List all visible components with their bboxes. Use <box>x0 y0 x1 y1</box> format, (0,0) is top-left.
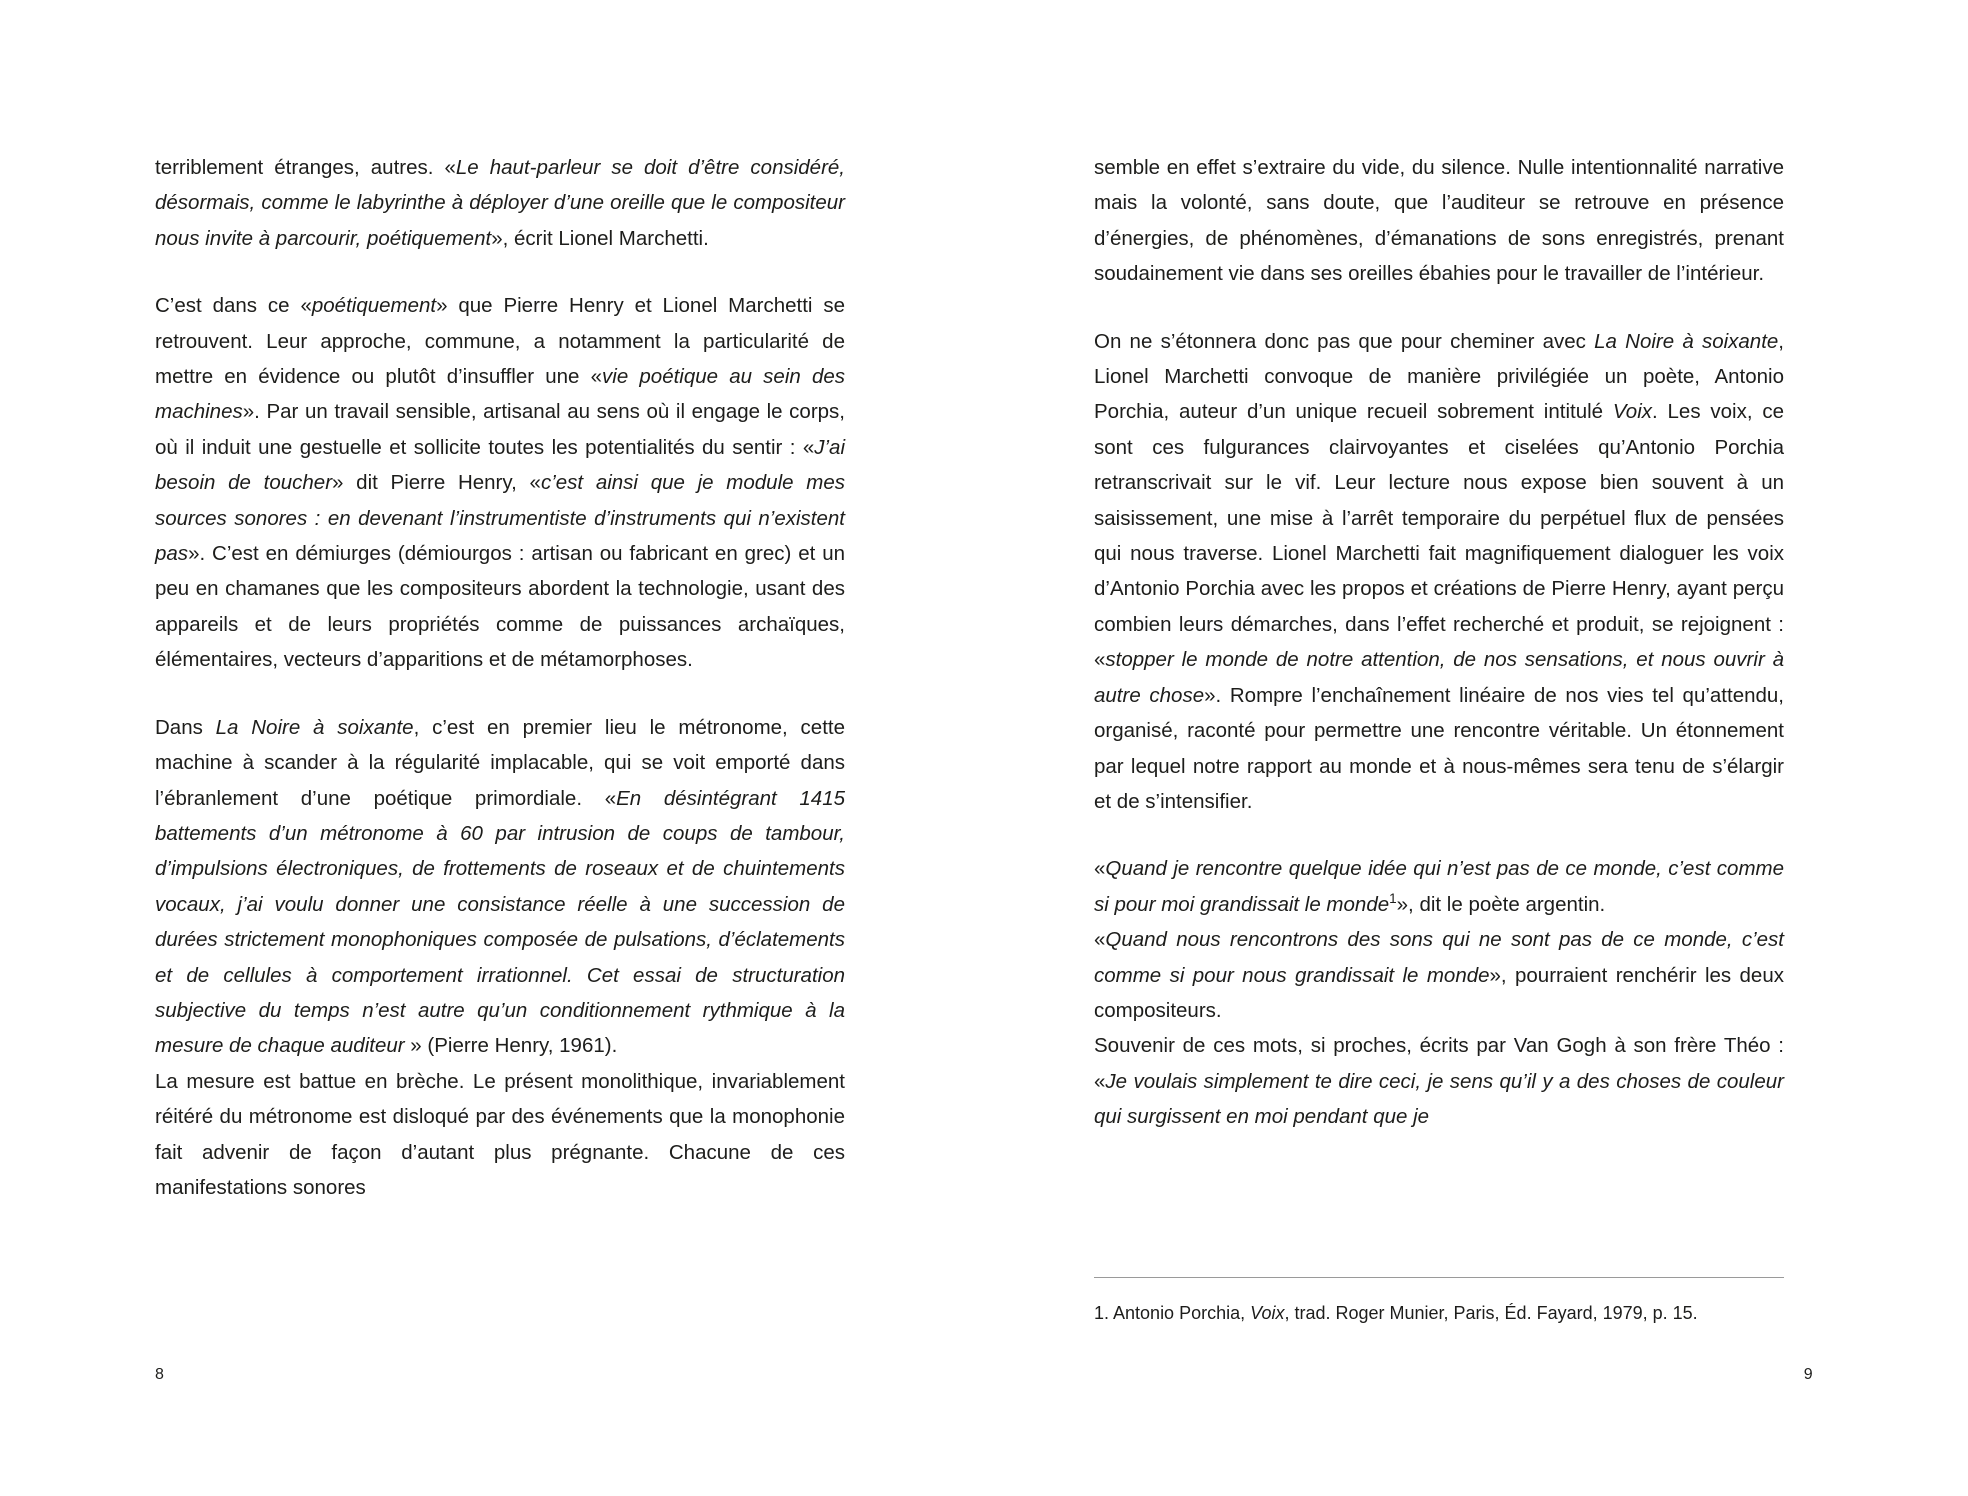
footnote-reference: 1 <box>1389 890 1397 906</box>
page-number-left: 8 <box>155 1366 165 1383</box>
text-run: », dit le poète argentin. <box>1396 892 1606 916</box>
footnote-text-before: Antonio Porchia, <box>1109 1303 1251 1323</box>
text-run: » dit Pierre Henry, « <box>332 471 541 495</box>
text-run: « <box>1094 928 1106 952</box>
text-run: ». C’est en démiurges (démiourgos : artisan ou fabricant en grec) et un peu en chamanes que les compositeurs abordent la technologie, usant des appareils et de leurs propriétés comme de puissances archaïques, élémentaires, vecteurs d’apparitions et de métamorphoses. <box>155 542 845 672</box>
text-run-italic: J’ai besoin de toucher <box>155 435 845 495</box>
text-run-italic: La Noire à soixante <box>1594 329 1779 353</box>
paragraph <box>1094 851 1784 922</box>
text-run: semble en effet s’extraire du vide, du silence. Nulle intentionnalité narrative mais la volonté, sans doute, que l’auditeur se retrouve en présence d’énergies, de phénomènes, d’émanations de sons enregistrés, prenant soudainement vie dans ses oreilles ébahies pour le travailler de l’intérieur. <box>1094 156 1784 286</box>
text-run: , c’est en premier lieu le métronome, cette machine à scander à la régularité implacable, qui se voit emporté dans l’ébranlement d’une poétique primordiale. « <box>155 715 845 810</box>
text-run-italic: Quand je rencontre quelque idée qui n’est pas de ce monde, c’est comme si pour moi grandissait le monde <box>1094 857 1784 916</box>
text-run-italic: Je voulais simplement te dire ceci, je sens qu’il y a des choses de couleur qui surgissent en moi pendant que je <box>1094 1069 1784 1129</box>
text-run: Souvenir de ces mots, si proches, écrits par Van Gogh à son frère Théo : « <box>1094 1034 1784 1093</box>
text-run-italic: Le haut-parleur se doit d’être considéré, désormais, comme le labyrinthe à déployer d’une oreille que le compositeur nous invite à parcourir, poétiquement <box>155 156 845 250</box>
paragraph <box>1094 324 1784 820</box>
text-run: », écrit Lionel Marchetti. <box>491 226 709 250</box>
text-run: , Lionel Marchetti convoque de manière privilégiée un poète, Antonio Porchia, auteur d’un unique recueil sobrement intitulé <box>1094 329 1784 424</box>
paragraph <box>155 150 845 256</box>
paragraph <box>155 1064 845 1206</box>
text-run: C’est dans ce « <box>155 294 312 318</box>
paragraph <box>1094 150 1784 292</box>
paragraph <box>1094 1028 1784 1134</box>
text-run-italic: La Noire à soixante <box>215 715 414 739</box>
text-run: », pourraient renchérir les deux compositeurs. <box>1094 963 1784 1022</box>
text-run: . Les voix, ce sont ces fulgurances clairvoyantes et ciselées qu’Antonio Porchia retranscrivait sur le vif. Leur lecture nous expose bien souvent à un saisissement, une mise à l’arrêt temporaire du perpétuel flux de pensées qui nous traverse. Lionel Marchetti fait magnifiquement dialoguer les voix d’Antonio Porchia avec les propos et créations de Pierre Henry, ayant perçu combien leurs démarches, dans l’effet recherché et produit, se rejoignent : « <box>1094 400 1784 672</box>
paragraph <box>155 710 845 1064</box>
text-run: Dans <box>155 715 216 739</box>
text-run-italic: stopper le monde de notre attention, de nos sensations, et nous ouvrir à autre chose <box>1094 648 1784 707</box>
right-page <box>984 0 1968 1496</box>
text-run-italic: Voix <box>1612 400 1652 424</box>
text-run: » (Pierre Henry, 1961). <box>404 1034 618 1058</box>
right-page-text-column <box>1094 150 1784 1135</box>
text-run-italic: c’est ainsi que je module mes sources sonores : en devenant l’instrumentiste d’instruments qui n’existent pas <box>155 471 845 566</box>
text-run-italic: vie poétique au sein des machines <box>155 365 846 424</box>
text-run: La mesure est battue en brèche. Le présent monolithique, invariablement réitéré du métronome est disloqué par des événements que la monophonie fait advenir de façon d’autant plus prégnante. Chacune de ces manifestations sonores <box>155 1069 845 1199</box>
paragraph <box>155 288 845 677</box>
left-page-text-column <box>155 150 845 1205</box>
text-run-italic: Quand nous rencontrons des sons qui ne sont pas de ce monde, c’est comme si pour nous grandissait le monde <box>1094 928 1784 987</box>
page-number-right: 9 <box>1803 1366 1813 1383</box>
text-run: » que Pierre Henry et Lionel Marchetti se retrouvent. Leur approche, commune, a notamment la particularité de mettre en évidence ou plutôt d’insuffler une « <box>155 294 845 389</box>
text-run: ». Par un travail sensible, artisanal au sens où il engage le corps, où il induit une gestuelle et sollicite toutes les potentialités du sentir : « <box>155 400 845 459</box>
text-run: « <box>1094 857 1106 881</box>
footnote-area <box>1094 1277 1813 1328</box>
paragraph <box>1094 922 1784 1028</box>
text-run: ». Rompre l’enchaînement linéaire de nos vies tel qu’attendu, organisé, raconté pour permettre une rencontre véritable. Un étonnement par lequel notre rapport au monde et à nous-mêmes sera tenu de s’élargir et de s’intensifier. <box>1094 683 1784 813</box>
text-run-italic: poétiquement <box>311 294 437 318</box>
text-run-italic: En désintégrant 1415 battements d’un métronome à 60 par intrusion de coups de tambour, d’impulsions électroniques, de frottements de roseaux et de chuintements vocaux, j’ai voulu donner une consistance réelle à une succession de durées strictement monophoniques composée de pulsations, d’éclatements et de cellules à comportement irrationnel. Cet essai de structuration subjective du temps n’est autre qu’un conditionnement rythmique à la mesure de chaque auditeur <box>155 786 845 1058</box>
footnote-number: 1. <box>1094 1303 1110 1323</box>
text-run: terriblement étranges, autres. « <box>155 156 456 179</box>
footnote-text-after: , trad. Roger Munier, Paris, Éd. Fayard, 1979, p. 15. <box>1284 1303 1698 1323</box>
text-run: On ne s’étonnera donc pas que pour cheminer avec <box>1094 329 1595 353</box>
footnote-divider <box>1094 1277 1784 1278</box>
footnote-entry <box>1094 1298 1784 1328</box>
footnote-title-italic: Voix <box>1250 1303 1285 1323</box>
